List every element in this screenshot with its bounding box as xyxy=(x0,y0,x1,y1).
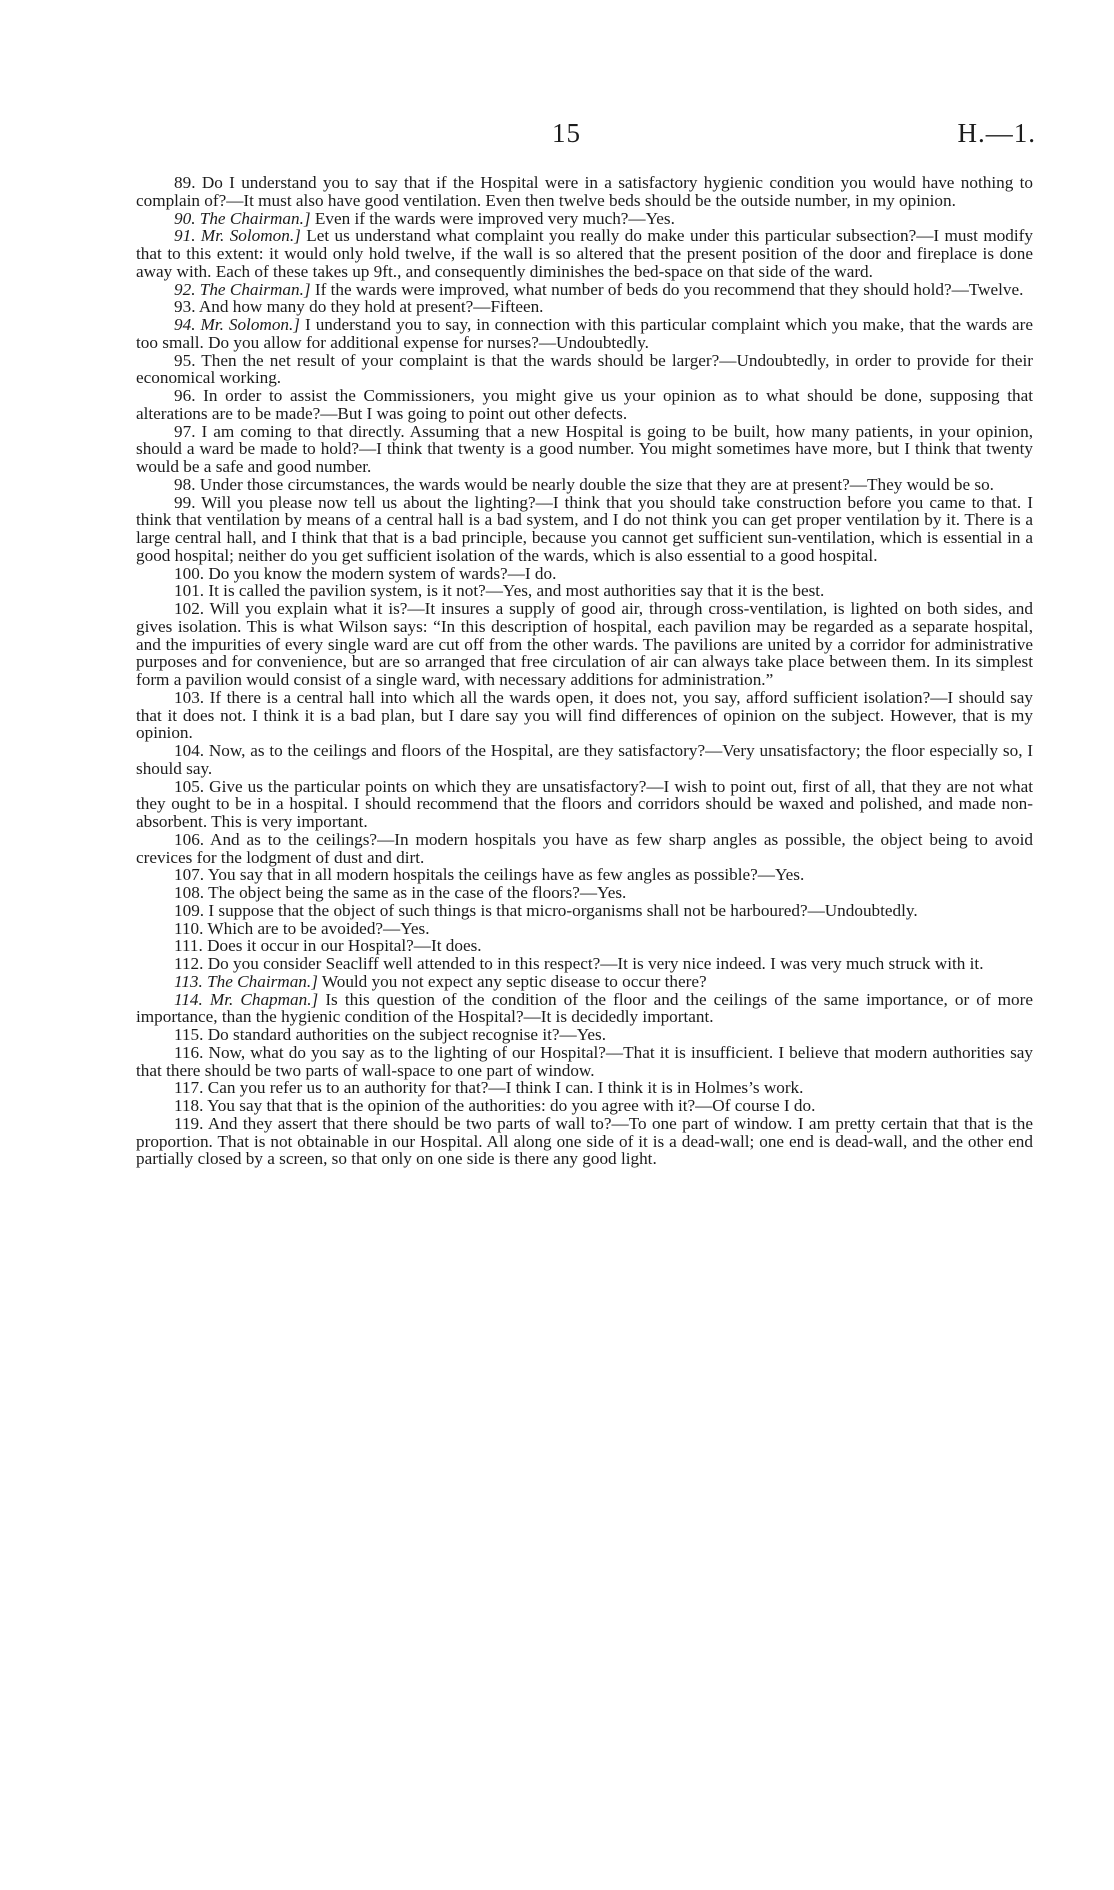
paragraph-text: 105. Give us the particular points on which they are unsatisfactory?—I wish to point out, first of all, that they are not what they ought to be in a hospital. I should recommend that the floors and corridors should be waxed and polished, and made non-absorbent. This is very important. xyxy=(136,776,1033,831)
evidence-text xyxy=(136,174,1033,1168)
paragraph-text: I understand you to say, in connection with this particular complaint which you make, that the wards are too small. Do you allow for additional expense for nurses?—Undoubtedly. xyxy=(136,315,1033,352)
paragraph-text: 119. And they assert that there should be two parts of wall to?—To one part of window. I am pretty certain that that is the proportion. That is not obtainable in our Hospital. All along one side of it is a dead-wall; one end is dead-wall, and the other end partially closed by a screen, so that only on one side is there any good light. xyxy=(136,1113,1033,1169)
paragraph-text: 107. You say that in all modern hospitals the ceilings have as few angles as possible?—Yes. xyxy=(174,865,805,885)
evidence-paragraph xyxy=(136,1044,1033,1080)
paragraph-text: 118. You say that that is the opinion of the authorities: do you agree with it?—Of course I do. xyxy=(174,1096,816,1115)
evidence-paragraph xyxy=(136,742,1033,778)
evidence-paragraph xyxy=(136,174,1033,210)
paragraph-text: Even if the wards were improved very much?—Yes. xyxy=(310,208,675,228)
document-reference: H.—1. xyxy=(957,118,1036,148)
evidence-paragraph xyxy=(136,831,1033,867)
evidence-paragraph xyxy=(136,423,1033,476)
evidence-paragraph xyxy=(136,494,1033,565)
paragraph-text: 116. Now, what do you say as to the lighting of our Hospital?—That it is insufficient. I believe that modern authorities say that there should be two parts of wall-space to one part of window. xyxy=(136,1042,1033,1080)
paragraph-text: 102. Will you explain what it is?—It insures a supply of good air, through cross-ventilation, is lighted on both sides, and gives isolation. This is what Wilson says: “In this description of hospital, each pavilion may be regarded as a separate hospital, and the impurities of every single ward are cut off from the other wards. The pavilions are united by a corridor for administrative purposes and for convenience, but are so arranged that free circulation of air can always take place between them. In its simplest form a pavilion would consist of a single ward, with necessary additions for administration.” xyxy=(136,599,1033,689)
evidence-paragraph xyxy=(136,281,1033,299)
evidence-paragraph xyxy=(136,227,1033,280)
paragraph-text: Would you not expect any septic disease to occur there? xyxy=(317,971,707,991)
paragraph-text: 104. Now, as to the ceilings and floors of the Hospital, are they satisfactory?—Very unsatisfactory; the floor especially so, I should say. xyxy=(136,741,1033,778)
paragraph-text: 112. Do you consider Seacliff well attended to in this respect?—It is very nice indeed. I was very much struck with it. xyxy=(174,954,984,973)
paragraph-text: 117. Can you refer us to an authority for that?—I think I can. I think it is in Holmes’s work. xyxy=(174,1078,804,1098)
evidence-paragraph xyxy=(136,1026,1033,1044)
paragraph-text: 98. Under those circumstances, the wards would be nearly double the size that they are at present?—They would be so. xyxy=(174,474,994,494)
evidence-paragraph xyxy=(136,1079,1033,1097)
evidence-paragraph xyxy=(136,210,1033,228)
paragraph-text: 110. Which are to be avoided?—Yes. xyxy=(174,918,430,938)
evidence-paragraph xyxy=(136,600,1033,689)
speaker-label: 90. The Chairman.] xyxy=(174,208,311,228)
evidence-paragraph xyxy=(136,1115,1033,1168)
paragraph-text: 101. It is called the pavilion system, is it not?—Yes, and most authorities say that it is the best. xyxy=(174,581,825,601)
evidence-paragraph xyxy=(136,352,1033,388)
paragraph-text: 97. I am coming to that directly. Assuming that a new Hospital is going to be built, how many patients, in your opinion, should a ward be made to hold?—I think that twenty is a good number. You might sometimes have more, but I think that twenty would be a safe and good number. xyxy=(136,421,1033,476)
paragraph-text: 89. Do I understand you to say that if the Hospital were in a satisfactory hygienic condition you would have nothing to complain of?—It must also have good ventilation. Even then twelve beds should be the outside number, in my opinion. xyxy=(136,173,1033,210)
speaker-label: 91. Mr. Solomon.] xyxy=(174,226,301,246)
evidence-paragraph xyxy=(136,565,1033,583)
evidence-paragraph xyxy=(136,866,1033,884)
evidence-paragraph xyxy=(136,476,1033,494)
evidence-paragraph xyxy=(136,689,1033,742)
paragraph-text: Is this question of the condition of the floor and the ceilings of the same importance, or of more importance, than the hygienic condition of the Hospital?—It is decidedly important. xyxy=(136,989,1033,1027)
evidence-paragraph xyxy=(136,1097,1033,1115)
paragraph-text: 115. Do standard authorities on the subject recognise it?—Yes. xyxy=(174,1025,606,1044)
speaker-label: 114. Mr. Chapman.] xyxy=(174,989,319,1009)
speaker-label: 92. The Chairman.] xyxy=(174,279,311,299)
evidence-paragraph xyxy=(136,778,1033,831)
paragraph-text: 96. In order to assist the Commissioners, you might give us your opinion as to what should be done, supposing that alterations are to be made?—But I was going to point out other defects. xyxy=(136,386,1033,423)
evidence-paragraph xyxy=(136,991,1033,1027)
paragraph-text: 111. Does it occur in our Hospital?—It does. xyxy=(174,936,482,956)
evidence-paragraph xyxy=(136,920,1033,938)
paragraph-text: If the wards were improved, what number of beds do you recommend that they should hold?—Twelve. xyxy=(310,279,1024,299)
evidence-paragraph xyxy=(136,902,1033,920)
evidence-paragraph xyxy=(136,884,1033,902)
page-header xyxy=(0,118,1114,158)
paragraph-text: 99. Will you please now tell us about the lighting?—I think that you should take construction before you came to that. I think that ventilation by means of a central hall is a bad system, and I do not think you can get proper ventilation by it. There is a large central hall, and I think that that is a bad principle, because you cannot get sufficient sun-ventilation, which is essential in a good hospital; neither do you get sufficient isolation of the wards, which is also essential to a good hospital. xyxy=(136,492,1033,565)
evidence-paragraph xyxy=(136,387,1033,423)
paragraph-text: 95. Then the net result of your complaint is that the wards should be larger?—Undoubtedly, in order to provide for their economical working. xyxy=(136,350,1033,388)
speaker-label: 113. The Chairman.] xyxy=(174,971,318,991)
paragraph-text: 103. If there is a central hall into which all the wards open, it does not, you say, afford sufficient isolation?—I should say that it does not. I think it is a bad plan, but I dare say you will find differences of opinion on the subject. However, that is my opinion. xyxy=(136,687,1033,743)
paragraph-text: 93. And how many do they hold at present?—Fifteen. xyxy=(174,297,544,317)
evidence-paragraph xyxy=(136,316,1033,352)
evidence-paragraph xyxy=(136,582,1033,600)
paragraph-text: 100. Do you know the modern system of wards?—I do. xyxy=(174,563,557,583)
evidence-paragraph xyxy=(136,298,1033,316)
evidence-paragraph xyxy=(136,955,1033,973)
page-number: 15 xyxy=(552,118,581,148)
evidence-paragraph xyxy=(136,937,1033,955)
paragraph-text: 108. The object being the same as in the case of the floors?—Yes. xyxy=(174,883,627,902)
paragraph-text: Let us understand what complaint you really do make under this particular subsection?—I must modify that to this extent: it would only hold twelve, if the wall is so altered that the present position of the door and fireplace is done away with. Each of these takes up 9ft., and consequently diminishes the bed-space on that side of the ward. xyxy=(136,226,1033,281)
paragraph-text: 106. And as to the ceilings?—In modern hospitals you have as few sharp angles as possible, the object being to avoid crevices for the lodgment of dust and dirt. xyxy=(136,829,1033,867)
evidence-paragraph xyxy=(136,973,1033,991)
speaker-label: 94. Mr. Solomon.] xyxy=(174,315,300,334)
paragraph-text: 109. I suppose that the object of such things is that micro-organisms shall not be harboured?—Undoubtedly. xyxy=(174,900,918,920)
